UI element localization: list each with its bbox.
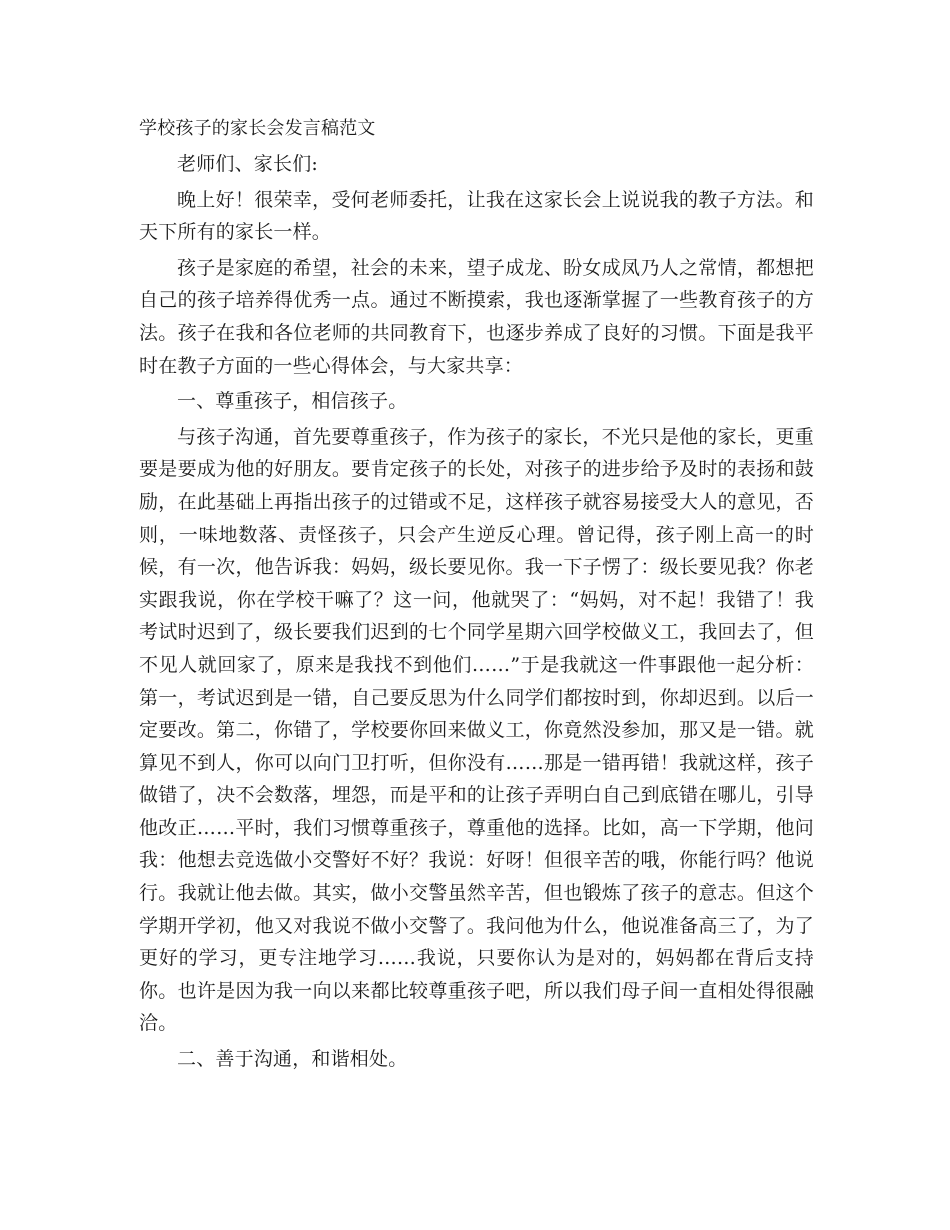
paragraph-intro: 孩子是家庭的希望，社会的未来，望子成龙、盼女成凤乃人之常情，都想把自己的孩子培养得优秀一点。通过不断摸索，我也逐渐掌握了一些教育孩子的方法。孩子在我和各位老师的共同教育下，也逐步养成了良好的习惯。下面是我平时在教子方面的一些心得体会，与大家共享： (139, 256, 814, 377)
document-body (139, 114, 814, 1076)
salutation: 老师们、家长们: (177, 153, 319, 175)
section-heading-2: 二、善于沟通，和谐相处。 (177, 1048, 408, 1071)
section-heading-1: 一、尊重孩子，相信孩子。 (177, 390, 408, 413)
paragraph-greeting: 晚上好！很荣幸，受何老师委托，让我在这家长会上说说我的教子方法。和天下所有的家长一样。 (139, 188, 814, 244)
paragraph-section-1: 与孩子沟通，首先要尊重孩子，作为孩子的家长，不光只是他的家长，更重要是要成为他的好朋友。要肯定孩子的长处，对孩子的进步给予及时的表扬和鼓励，在此基础上再指出孩子的过错或不足，这样孩子就容易接受大人的意见，否则，一味地数落、责怪孩子，只会产生逆反心理。曾记得，孩子刚上高一的时候，有一次，他告诉我：妈妈，级长要见你。我一下子愣了：级长要见我？你老实跟我说，你在学校干嘛了？这一问，他就哭了：“妈妈，对不起！我错了！我考试时迟到了，级长要我们迟到的七个同学星期六回学校做义工，我回去了，但不见人就回家了，原来是我找不到他们……”于是我就这一件事跟他一起分析：第一，考试迟到是一错，自己要反思为什么同学们都按时到，你却迟到。以后一定要改。第二，你错了，学校要你回来做义工，你竟然没参加，那又是一错。就算见不到人，你可以向门卫打听，但你没有……那是一错再错！我就这样，孩子做错了，决不会数落，埋怨，而是平和的让孩子弄明白自己到底错在哪儿，引导他改正……平时，我们习惯尊重孩子，尊重他的选择。比如，高一下学期，他问我：他想去竞选做小交警好不好？我说：好呀！但很辛苦的哦，你能行吗？他说行。我就让他去做。其实，做小交警虽然辛苦，但也锻炼了孩子的意志。但这个学期开学初，他又对我说不做小交警了。我问他为什么，他说准备高三了，为了更好的学习，更专注地学习……我说，只要你认为是对的，妈妈都在背后支持你。也许是因为我一向以来都比较尊重孩子吧，所以我们母子间一直相处得很融洽。 (139, 425, 814, 1035)
document-title: 学校孩子的家长会发言稿范文 (139, 118, 376, 139)
